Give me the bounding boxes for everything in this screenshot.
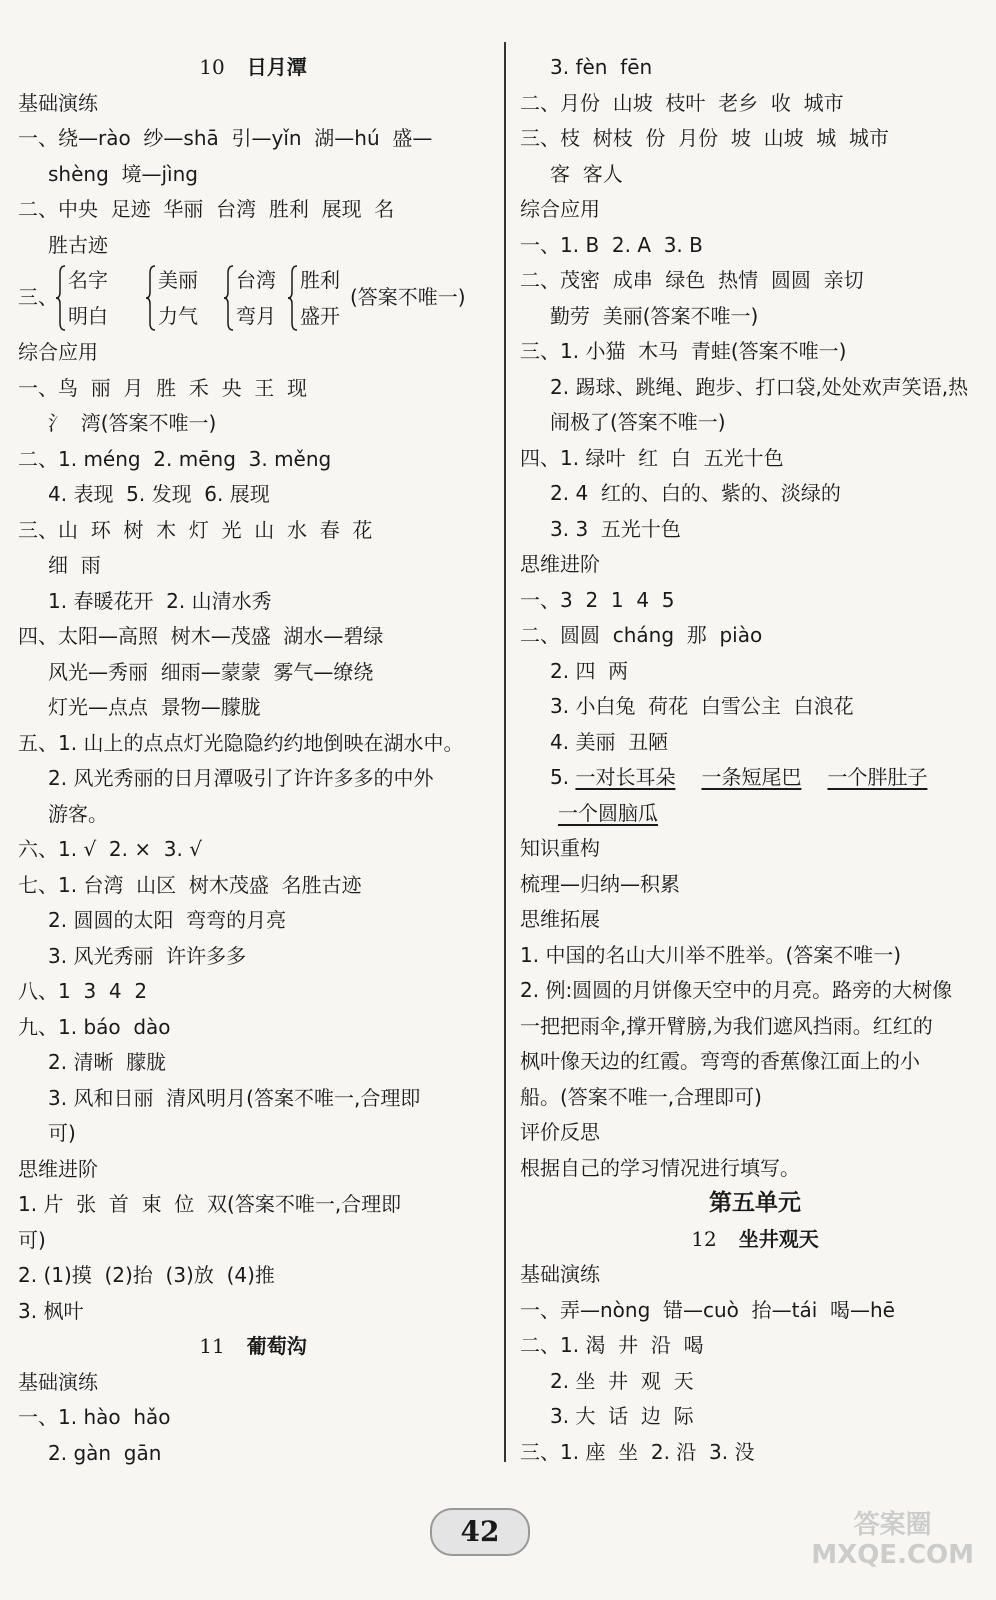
answer-line: 3. 大 话 边 际 — [550, 1404, 694, 1428]
answer-line: 二、月份 山坡 枝叶 老乡 收 城市 — [520, 90, 844, 115]
answer-line: 一、1. hào hǎo — [18, 1405, 171, 1429]
answer-line: 2. gàn gān — [48, 1440, 162, 1465]
answer-line: 3. 枫叶 — [18, 1298, 84, 1323]
answer-line: 1. 片 张 首 束 位 双(答案不唯一,合理即 — [18, 1192, 402, 1216]
brace-icon — [288, 265, 298, 331]
brace-note: (答案不唯一) — [350, 285, 466, 309]
answer-line: 知识重构 — [520, 836, 600, 860]
answer-line: 闹极了(答案不唯一) — [550, 410, 726, 434]
answer-line: 评价反思 — [520, 1120, 600, 1144]
answer-line: 2. 坐 井 观 天 — [550, 1368, 694, 1393]
underlined-answer-line: 5. 一对长耳朵 一条短尾巴 一个胖肚子 — [550, 765, 928, 789]
answer-line: 综合应用 — [520, 197, 600, 221]
answer-line: 勤劳 美丽(答案不唯一) — [550, 303, 759, 328]
answer-line: 三、山 环 树 木 灯 光 山 水 春 花 — [18, 517, 373, 542]
answer-line: 八、1 3 4 2 — [18, 979, 148, 1003]
answer-line: 九、1. báo dào — [18, 1014, 171, 1039]
brace-icon — [224, 265, 234, 331]
answer-line: 2. 例:圆圆的月饼像天空中的月亮。路旁的大树像 — [520, 978, 953, 1002]
answer-line: 4. 美丽 丑陋 — [550, 729, 669, 754]
underlined-phrase: 一条短尾巴 — [701, 765, 802, 789]
lesson-title-10: 10 日月潭 — [199, 55, 307, 79]
answer-line: 基础演练 — [520, 1262, 600, 1286]
answer-line: 一、1. B 2. A 3. B — [520, 232, 703, 257]
answer-line: 思维进阶 — [520, 552, 600, 576]
underlined-phrase: 一个胖肚子 — [827, 765, 928, 789]
answer-line: 2. 4 红的、白的、紫的、淡绿的 — [550, 481, 841, 505]
answer-line: 二、圆圆 cháng 那 piào — [520, 623, 763, 647]
brace-icon — [56, 265, 66, 331]
answer-line: 3. 风光秀丽 许许多多 — [48, 943, 247, 968]
answer-line: 氵 湾(答案不唯一) — [48, 411, 217, 435]
answer-line: 细 雨 — [48, 553, 101, 577]
answer-line: 2. 四 两 — [550, 658, 629, 683]
right-column — [520, 50, 990, 1470]
page-number: 42 — [430, 1508, 530, 1556]
brace-label: 三、 — [18, 285, 58, 309]
watermark-logo: 答案圈 MXQE.COM — [811, 1510, 974, 1570]
unit-title: 第五单元 — [709, 1190, 801, 1216]
answer-line: shèng 境—jìng — [48, 161, 198, 186]
answer-line: 风光—秀丽 细雨—蒙蒙 雾气—缭绕 — [48, 659, 374, 684]
answer-line: 六、1. √ 2. × 3. √ — [18, 837, 202, 861]
underlined-answer-line-2 — [520, 796, 990, 832]
answer-line: 二、茂密 成串 绿色 热情 圆圆 亲切 — [520, 268, 864, 292]
answer-line: 基础演练 — [18, 1369, 98, 1394]
answer-line: 2. 风光秀丽的日月潭吸引了许许多多的中外 — [48, 766, 434, 790]
underlined-phrase: 一对长耳朵 — [575, 765, 676, 789]
answer-line: 客 客人 — [550, 161, 623, 186]
answer-line: 枫叶像天边的红霞。弯弯的香蕉像江面上的小 — [520, 1049, 920, 1073]
underlined-phrase: 一个圆脑瓜 — [558, 800, 658, 825]
answer-line: 二、1. méng 2. mēng 3. měng — [18, 446, 332, 471]
lesson-10-part-a — [18, 86, 488, 264]
answer-line: 3. 风和日丽 清风明月(答案不唯一,合理即 — [48, 1085, 421, 1110]
answer-line: 一、鸟 丽 月 胜 禾 央 王 现 — [18, 375, 308, 400]
lesson-11-part-b — [520, 50, 990, 760]
lesson-12-part-a — [520, 1257, 990, 1470]
brace-answer-row: 三、 名字 明白 美丽 力气 台湾 弯月 胜利 盛开 (答案不唯一) — [18, 263, 488, 335]
answer-line: 2. (1)摸 (2)抬 (3)放 (4)推 — [18, 1263, 275, 1287]
answer-line: 灯光—点点 景物—朦胧 — [48, 695, 261, 719]
answer-line: 2. 圆圆的太阳 弯弯的月亮 — [48, 908, 287, 932]
left-column — [18, 50, 488, 1471]
answer-line: 一、绕—rào 纱—shā 引—yǐn 湖—hú 盛— — [18, 126, 433, 150]
answer-line: 游客。 — [48, 801, 108, 826]
answer-line: 综合应用 — [18, 340, 98, 364]
lesson-11-part-a — [18, 1365, 488, 1472]
answer-line: 2. 踢球、跳绳、跑步、打口袋,处处欢声笑语,热 — [550, 374, 969, 399]
answer-line: 思维进阶 — [18, 1156, 98, 1181]
lesson-10-part-b — [18, 335, 488, 1329]
answer-line: 一、弄—nòng 错—cuò 抬—tái 喝—hē — [520, 1297, 895, 1322]
answer-line: 3. fèn fēn — [550, 55, 653, 79]
answer-line: 梳理—归纳—积累 — [520, 871, 680, 896]
answer-line: 三、1. 小猫 木马 青蛙(答案不唯一) — [520, 339, 847, 363]
answer-line: 根据自己的学习情况进行填写。 — [520, 1155, 800, 1180]
answer-line: 1. 春暖花开 2. 山清水秀 — [48, 588, 272, 613]
answer-line: 2. 清晰 朦胧 — [48, 1050, 167, 1074]
answer-line: 基础演练 — [18, 90, 98, 115]
answer-line: 三、1. 座 坐 2. 沿 3. 没 — [520, 1439, 755, 1464]
answer-line: 可) — [18, 1227, 46, 1252]
answer-line: 四、太阳—高照 树木—茂盛 湖水—碧绿 — [18, 624, 384, 648]
answer-line: 三、枝 树枝 份 月份 坡 山坡 城 城市 — [520, 126, 890, 150]
answer-line: 二、1. 渴 井 沿 喝 — [520, 1333, 704, 1357]
lesson-title-12: 12 坐井观天 — [691, 1226, 819, 1251]
answer-line: 船。(答案不唯一,合理即可) — [520, 1084, 762, 1109]
answer-line: 一、3 2 1 4 5 — [520, 587, 675, 612]
answer-line: 二、中央 足迹 华丽 台湾 胜利 展现 名 — [18, 197, 395, 221]
column-divider — [504, 42, 506, 1462]
answer-line: 一把把雨伞,撑开臂膀,为我们遮风挡雨。红红的 — [520, 1013, 933, 1038]
answer-line: 胜古迹 — [48, 232, 108, 257]
answer-line: 1. 中国的名山大川举不胜举。(答案不唯一) — [520, 942, 902, 967]
answer-line: 3. 小白兔 荷花 白雪公主 白浪花 — [550, 694, 854, 718]
answer-line: 3. 3 五光十色 — [550, 516, 681, 541]
lesson-11-part-c — [520, 831, 990, 1186]
answer-line: 四、1. 绿叶 红 白 五光十色 — [520, 445, 784, 470]
answer-line: 可) — [48, 1121, 76, 1145]
answer-line: 七、1. 台湾 山区 树木茂盛 名胜古迹 — [18, 872, 362, 897]
answer-line: 五、1. 山上的点点灯光隐隐约约地倒映在湖水中。 — [18, 730, 464, 755]
answer-line: 4. 表现 5. 发现 6. 展现 — [48, 482, 270, 506]
lesson-title-11: 11 葡萄沟 — [199, 1334, 307, 1358]
answer-line: 思维拓展 — [520, 907, 600, 931]
brace-icon — [146, 265, 156, 331]
